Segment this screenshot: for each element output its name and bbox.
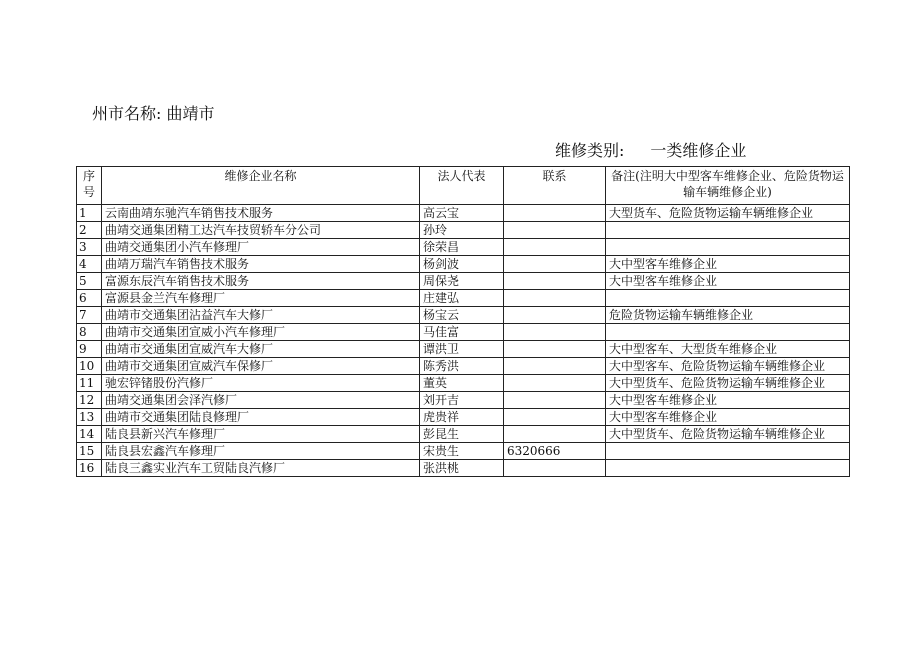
cell-enterprise-name: 曲靖市交通集团宣威汽车大修厂 [102, 341, 420, 358]
cell-legal-rep: 陈秀洪 [420, 358, 504, 375]
cell-no: 6 [77, 290, 102, 307]
cell-note [606, 290, 850, 307]
table-body [77, 205, 850, 477]
cell-contact: 6320666 [504, 443, 606, 460]
cell-contact [504, 426, 606, 443]
table-row [77, 358, 850, 375]
cell-enterprise-name: 曲靖交通集团精工达汽车技贸轿车分公司 [102, 222, 420, 239]
repair-category [555, 141, 746, 161]
cell-note: 大中型客车、危险货物运输车辆维修企业 [606, 358, 850, 375]
cell-note [606, 443, 850, 460]
cell-no: 4 [77, 256, 102, 273]
cell-enterprise-name: 富源东辰汽车销售技术服务 [102, 273, 420, 290]
cell-enterprise-name: 富源县金兰汽车修理厂 [102, 290, 420, 307]
cell-note: 大中型货车、危险货物运输车辆维修企业 [606, 375, 850, 392]
table-row [77, 460, 850, 477]
cell-note: 大型货车、危险货物运输车辆维修企业 [606, 205, 850, 222]
cell-legal-rep: 董英 [420, 375, 504, 392]
header-rep: 法人代表 [420, 167, 504, 205]
cell-no: 14 [77, 426, 102, 443]
city-title [92, 104, 215, 124]
city-value: 曲靖市 [166, 104, 215, 123]
header-note: 备注(注明大中型客车维修企业、危险货物运输车辆维修企业) [606, 167, 850, 205]
table-row [77, 375, 850, 392]
cell-note [606, 222, 850, 239]
table-row [77, 256, 850, 273]
cell-no: 9 [77, 341, 102, 358]
cell-enterprise-name: 曲靖交通集团小汽车修理厂 [102, 239, 420, 256]
table-row [77, 307, 850, 324]
cell-no: 13 [77, 409, 102, 426]
cell-no: 15 [77, 443, 102, 460]
cell-note [606, 324, 850, 341]
cell-enterprise-name: 曲靖市交通集团宣威汽车保修厂 [102, 358, 420, 375]
cell-contact [504, 409, 606, 426]
cell-legal-rep: 徐荣昌 [420, 239, 504, 256]
table-row [77, 392, 850, 409]
cell-contact [504, 273, 606, 290]
table-row [77, 443, 850, 460]
cell-no: 10 [77, 358, 102, 375]
table-row [77, 409, 850, 426]
cell-legal-rep: 周保尧 [420, 273, 504, 290]
cell-legal-rep: 宋贵生 [420, 443, 504, 460]
cell-no: 8 [77, 324, 102, 341]
cell-enterprise-name: 云南曲靖东驰汽车销售技术服务 [102, 205, 420, 222]
table-row [77, 222, 850, 239]
cell-enterprise-name: 陆良县宏鑫汽车修理厂 [102, 443, 420, 460]
header-name: 维修企业名称 [102, 167, 420, 205]
cell-legal-rep: 刘开吉 [420, 392, 504, 409]
cell-contact [504, 341, 606, 358]
cell-no: 1 [77, 205, 102, 222]
cell-contact [504, 222, 606, 239]
cell-legal-rep: 杨剑波 [420, 256, 504, 273]
cell-enterprise-name: 陆良县新兴汽车修理厂 [102, 426, 420, 443]
cell-enterprise-name: 曲靖万瑞汽车销售技术服务 [102, 256, 420, 273]
cell-contact [504, 290, 606, 307]
cell-contact [504, 239, 606, 256]
cell-contact [504, 205, 606, 222]
cell-legal-rep: 马佳富 [420, 324, 504, 341]
category-value: 一类维修企业 [650, 141, 747, 160]
header-no: 序号 [77, 167, 102, 205]
cell-enterprise-name: 曲靖市交通集团陆良修理厂 [102, 409, 420, 426]
cell-no: 11 [77, 375, 102, 392]
cell-note: 危险货物运输车辆维修企业 [606, 307, 850, 324]
cell-note: 大中型货车、危险货物运输车辆维修企业 [606, 426, 850, 443]
table-row [77, 426, 850, 443]
cell-note: 大中型客车、大型货车维修企业 [606, 341, 850, 358]
city-label: 州市名称: [92, 104, 162, 123]
category-label: 维修类别: [555, 141, 625, 160]
cell-contact [504, 358, 606, 375]
table-row [77, 324, 850, 341]
cell-contact [504, 307, 606, 324]
table-row [77, 341, 850, 358]
cell-enterprise-name: 曲靖市交通集团沾益汽车大修厂 [102, 307, 420, 324]
cell-note: 大中型客车维修企业 [606, 273, 850, 290]
cell-contact [504, 256, 606, 273]
cell-note: 大中型客车维修企业 [606, 256, 850, 273]
cell-legal-rep: 谭洪卫 [420, 341, 504, 358]
cell-legal-rep: 高云宝 [420, 205, 504, 222]
cell-note: 大中型客车维修企业 [606, 392, 850, 409]
table-row [77, 273, 850, 290]
cell-no: 2 [77, 222, 102, 239]
cell-note [606, 460, 850, 477]
cell-enterprise-name: 驰宏锌锗股份汽修厂 [102, 375, 420, 392]
table-row [77, 239, 850, 256]
cell-enterprise-name: 曲靖交通集团会泽汽修厂 [102, 392, 420, 409]
cell-contact [504, 392, 606, 409]
cell-legal-rep: 庄建弘 [420, 290, 504, 307]
cell-enterprise-name: 陆良三鑫实业汽车工贸陆良汽修厂 [102, 460, 420, 477]
table-row [77, 290, 850, 307]
cell-note [606, 239, 850, 256]
cell-no: 7 [77, 307, 102, 324]
cell-contact [504, 460, 606, 477]
cell-no: 3 [77, 239, 102, 256]
cell-legal-rep: 张洪桃 [420, 460, 504, 477]
cell-no: 16 [77, 460, 102, 477]
table-row [77, 205, 850, 222]
cell-note: 大中型客车维修企业 [606, 409, 850, 426]
cell-contact [504, 324, 606, 341]
cell-legal-rep: 杨宝云 [420, 307, 504, 324]
cell-legal-rep: 孙玲 [420, 222, 504, 239]
table-header-row [77, 167, 850, 205]
header-contact: 联系 [504, 167, 606, 205]
cell-legal-rep: 虎贵祥 [420, 409, 504, 426]
cell-enterprise-name: 曲靖市交通集团宣威小汽车修理厂 [102, 324, 420, 341]
cell-no: 12 [77, 392, 102, 409]
cell-no: 5 [77, 273, 102, 290]
cell-legal-rep: 彭昆生 [420, 426, 504, 443]
repair-enterprise-table [76, 166, 850, 477]
cell-contact [504, 375, 606, 392]
